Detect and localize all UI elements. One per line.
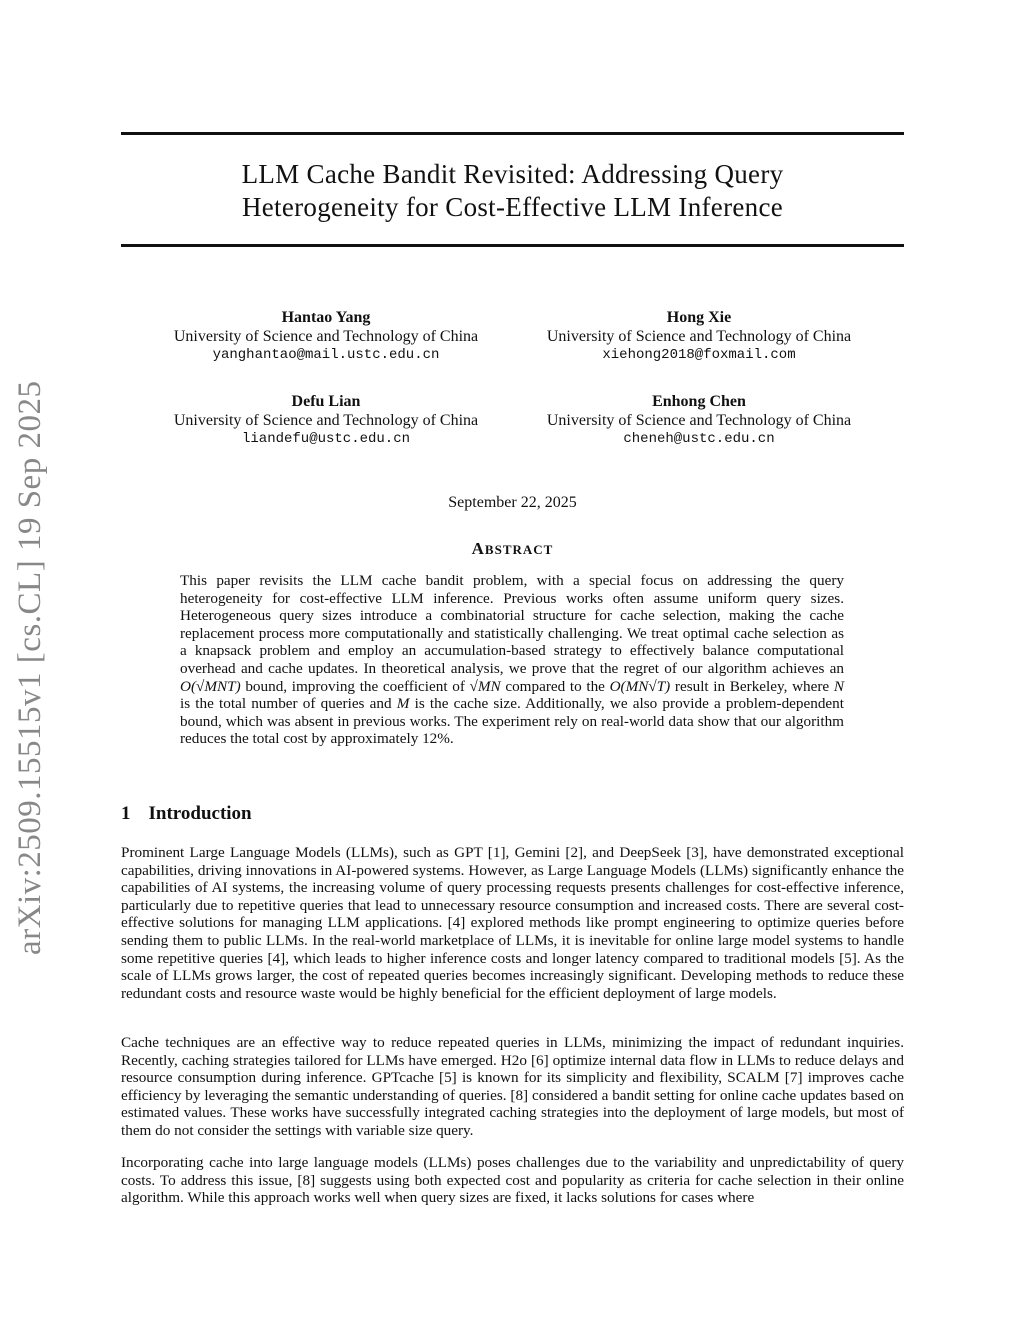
- author-email: cheneh@ustc.edu.cn: [623, 431, 775, 447]
- title-rule-bottom: [121, 244, 904, 247]
- section-title: Introduction: [148, 803, 252, 824]
- abstract-text: [180, 572, 844, 748]
- abstract-text-part: result in Berkeley, where: [670, 677, 834, 695]
- section-heading-introduction: [121, 803, 252, 825]
- publication-date: September 22, 2025: [448, 494, 577, 511]
- abstract-heading-rest: BSTRACT: [484, 542, 554, 557]
- author-email: xiehong2018@foxmail.com: [602, 347, 796, 363]
- author-affiliation: University of Science and Technology of China: [173, 412, 479, 429]
- author-name: Hong Xie: [666, 309, 732, 326]
- title-line-2: Heterogeneity for Cost-Effective LLM Inference: [241, 192, 784, 222]
- author-email: yanghantao@mail.ustc.edu.cn: [212, 347, 440, 363]
- math-m: M: [396, 695, 410, 713]
- author-email: liandefu@ustc.edu.cn: [241, 431, 411, 447]
- abstract-text-part: This paper revisits the LLM cache bandit problem, with a special focus on addressing the query heterogeneity for cost-effective LLM inference. Previous works often assume uniform query sizes. Heterogeneous query sizes introduce a combinatorial structure for cache selection, making the cache replacement process more computationally and statistically challenging. We treat optimal cache selection as a knapsack problem and employ an accumulation-based strategy to effectively balance computational overhead and cache updates. In theoretical analysis, we prove that the regret of our algorithm achieves an: [180, 572, 844, 677]
- author-affiliation: University of Science and Technology of China: [546, 328, 852, 345]
- title-rule-top: [121, 132, 904, 135]
- abstract-heading: [121, 539, 904, 559]
- arxiv-identifier: arXiv:2509.15515v1 [cs.CL] 19 Sep 2025: [12, 380, 48, 955]
- title-line-1: LLM Cache Bandit Revisited: Addressing Query: [241, 159, 784, 189]
- section-number: 1: [121, 803, 131, 824]
- intro-paragraph: Prominent Large Language Models (LLMs), such as GPT [1], Gemini [2], and DeepSeek [3], have demonstrated exceptional capabilities, driving innovations in AI-powered systems. However, as Large Language Models (LLMs) significantly enhance the capabilities of AI systems, the increasing volume of query processing requests presents challenges for cost-effective inference, particularly due to repetitive queries that lead to unnecessary resource consumption and increased costs. There are several cost-effective solutions for managing LLM applications. [4] explored methods like prompt engineering to optimize queries before sending them to public LLMs. In the real-world marketplace of LLMs, it is inevitable for online large model systems to handle some repetitive queries [4], which leads to higher inference costs and longer latency compared to traditional models [5]. As the scale of LLMs grows larger, the cost of repeated queries becomes increasingly significant. Developing methods to reduce these redundant costs and resource waste would be highly beneficial for the efficient deployment of large models.: [121, 844, 904, 1002]
- author-block: [136, 392, 516, 449]
- author-block: [509, 392, 889, 449]
- abstract-text-part: bound, improving the coefficient of: [240, 677, 470, 695]
- author-affiliation: University of Science and Technology of China: [546, 412, 852, 429]
- math-regret-bound: O(√MNT): [180, 677, 241, 695]
- abstract-heading-initial: A: [471, 539, 485, 558]
- math-previous-bound: O(MN√T): [609, 677, 671, 695]
- intro-paragraph: Incorporating cache into large language models (LLMs) poses challenges due to the variability and unpredictability of query costs. To address this issue, [8] suggests using both expected cost and popularity as criteria for cache selection in their online algorithm. While this approach works well when query sizes are fixed, it lacks solutions for cases where: [121, 1154, 904, 1207]
- math-n: N: [833, 677, 844, 695]
- intro-paragraph: Cache techniques are an effective way to reduce repeated queries in LLMs, minimizing the impact of redundant inquiries. Recently, caching strategies tailored for LLMs have emerged. H2o [6] optimize internal data flow in LLMs to reduce delays and resource consumption during inference. GPTcache [5] is known for its simplicity and flexibility, SCALM [7] improves cache efficiency by leveraging the semantic understanding of queries. [8] considered a bandit setting for online cache updates based on estimated values. These works have successfully integrated caching strategies into the deployment of large models, but most of them do not consider the settings with variable size query.: [121, 1034, 904, 1139]
- author-block: [136, 308, 516, 365]
- author-name: Hantao Yang: [281, 309, 371, 326]
- author-block: [509, 308, 889, 365]
- math-coefficient: √MN: [469, 677, 501, 695]
- author-name: Defu Lian: [291, 393, 361, 410]
- abstract-text-part: is the cache size. Additionally, we also provide a problem-dependent bound, which was absent in previous works. The experiment rely on real-world data show that our algorithm reduces the total cost by approximately 12%.: [180, 695, 844, 748]
- abstract-text-part: is the total number of queries and: [180, 695, 397, 713]
- author-name: Enhong Chen: [652, 393, 746, 410]
- author-affiliation: University of Science and Technology of China: [173, 328, 479, 345]
- abstract-text-part: compared to the: [500, 677, 610, 695]
- paper-title: [121, 158, 904, 224]
